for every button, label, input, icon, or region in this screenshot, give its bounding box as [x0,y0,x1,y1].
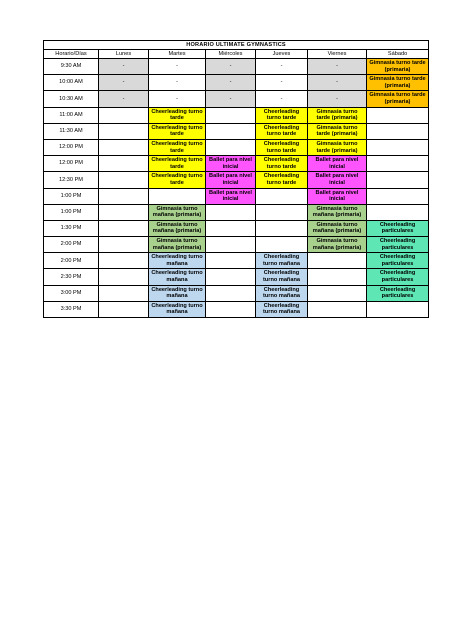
time-cell: 3:00 PM [44,285,99,301]
class-cell: - [256,91,308,107]
empty-cell [206,253,256,269]
empty-cell [206,269,256,285]
class-cell: - [308,75,367,91]
class-cell: Gimnasia turno tarde (primaria) [308,123,367,139]
table-row [44,301,429,317]
class-cell: Cheerleading turno tarde [256,107,308,123]
empty-cell [367,123,429,139]
empty-cell [99,285,149,301]
class-cell: Cheerleading turno mañana [256,285,308,301]
empty-cell [256,188,308,204]
class-cell: Gimnasia turno tarde (primaria) [367,91,429,107]
time-cell: 12:00 PM [44,139,99,155]
empty-cell [367,204,429,220]
class-cell: Cheerleading turno tarde [256,172,308,188]
empty-cell [206,285,256,301]
empty-cell [99,188,149,204]
class-cell: Cheerleading turno tarde [149,123,206,139]
empty-cell [99,107,149,123]
class-cell: Gimnasia turno mañana (primaria) [308,220,367,236]
empty-cell [99,237,149,253]
class-cell: - [256,59,308,75]
class-cell: Cheerleading turno tarde [256,156,308,172]
empty-cell [206,107,256,123]
class-cell: Gimnasia turno mañana (primaria) [149,220,206,236]
class-cell: - [308,91,367,107]
table-row [44,91,429,107]
class-cell: Ballet para nivel inicial [308,156,367,172]
empty-cell [206,301,256,317]
empty-cell [206,204,256,220]
empty-cell [149,188,206,204]
time-cell: 12:30 PM [44,172,99,188]
time-cell: 1:00 PM [44,204,99,220]
class-cell: - [149,75,206,91]
class-cell: - [99,91,149,107]
class-cell: Cheerleading turno tarde [149,139,206,155]
time-cell: 10:00 AM [44,75,99,91]
schedule-body [44,59,429,318]
class-cell: Cheerleading turno tarde [149,156,206,172]
table-row [44,237,429,253]
empty-cell [99,156,149,172]
empty-cell [308,285,367,301]
time-cell: 11:30 AM [44,123,99,139]
table-row [44,59,429,75]
class-cell: - [256,75,308,91]
table-row [44,156,429,172]
class-cell: Ballet para nivel inicial [206,156,256,172]
schedule-title: HORARIO ULTIMATE GYMNASTICS [44,41,429,50]
column-header: Horario/Días [44,50,99,59]
time-cell: 10:30 AM [44,91,99,107]
empty-cell [308,301,367,317]
empty-cell [256,204,308,220]
empty-cell [206,220,256,236]
class-cell: Ballet para nivel inicial [206,172,256,188]
class-cell: Cheerleading turno mañana [149,269,206,285]
column-header: Miércoles [206,50,256,59]
empty-cell [99,172,149,188]
class-cell: Ballet para nivel inicial [308,188,367,204]
class-cell: Cheerleading turno tarde [256,123,308,139]
class-cell: Gimnasia turno mañana (primaria) [149,204,206,220]
time-cell: 3:30 PM [44,301,99,317]
empty-cell [99,301,149,317]
class-cell: Gimnasia turno tarde (primaria) [308,107,367,123]
time-cell: 1:30 PM [44,220,99,236]
schedule-table [43,40,429,318]
class-cell: Cheerleading particulares [367,269,429,285]
table-row [44,253,429,269]
class-cell: Cheerleading turno mañana [256,253,308,269]
class-cell: Cheerleading turno mañana [149,285,206,301]
header-row [44,50,429,59]
class-cell: Gimnasia turno mañana (primaria) [308,237,367,253]
time-cell: 2:00 PM [44,237,99,253]
table-row [44,269,429,285]
class-cell: Ballet para nivel inicial [206,188,256,204]
class-cell: Cheerleading turno tarde [149,172,206,188]
table-row [44,172,429,188]
empty-cell [99,253,149,269]
table-row [44,285,429,301]
empty-cell [367,139,429,155]
empty-cell [206,123,256,139]
column-header: Lunes [99,50,149,59]
time-cell: 9:30 AM [44,59,99,75]
empty-cell [367,172,429,188]
table-row [44,139,429,155]
empty-cell [206,237,256,253]
empty-cell [367,188,429,204]
time-cell: 12:00 PM [44,156,99,172]
class-cell: Cheerleading particulares [367,220,429,236]
empty-cell [256,237,308,253]
empty-cell [99,123,149,139]
class-cell: - [206,59,256,75]
title-row [44,41,429,50]
empty-cell [99,269,149,285]
empty-cell [308,253,367,269]
empty-cell [99,204,149,220]
class-cell: - [149,91,206,107]
class-cell: - [149,59,206,75]
time-cell: 1:00 PM [44,188,99,204]
class-cell: Cheerleading turno mañana [256,301,308,317]
time-cell: 11:00 AM [44,107,99,123]
class-cell: Cheerleading particulares [367,237,429,253]
class-cell: Cheerleading particulares [367,253,429,269]
table-row [44,123,429,139]
column-header: Sábado [367,50,429,59]
column-header: Martes [149,50,206,59]
class-cell: Cheerleading turno mañana [256,269,308,285]
empty-cell [308,269,367,285]
time-cell: 2:30 PM [44,269,99,285]
time-cell: 2:00 PM [44,253,99,269]
class-cell: Gimnasia turno tarde (primaria) [367,59,429,75]
class-cell: Cheerleading turno mañana [149,253,206,269]
class-cell: Gimnasia turno mañana (primaria) [308,204,367,220]
class-cell: Gimnasia turno tarde (primaria) [367,75,429,91]
class-cell: Cheerleading turno tarde [256,139,308,155]
empty-cell [367,156,429,172]
empty-cell [367,301,429,317]
class-cell: Cheerleading turno tarde [149,107,206,123]
table-row [44,107,429,123]
class-cell: - [206,75,256,91]
table-row [44,75,429,91]
empty-cell [256,220,308,236]
class-cell: Gimnasia turno mañana (primaria) [149,237,206,253]
class-cell: Cheerleading turno mañana [149,301,206,317]
class-cell: Cheerleading particulares [367,285,429,301]
class-cell: - [99,75,149,91]
class-cell: - [206,91,256,107]
class-cell: Gimnasia turno tarde (primaria) [308,139,367,155]
column-header: Viernes [308,50,367,59]
table-row [44,188,429,204]
column-header: Jueves [256,50,308,59]
empty-cell [99,220,149,236]
empty-cell [206,139,256,155]
empty-cell [99,139,149,155]
class-cell: - [308,59,367,75]
empty-cell [367,107,429,123]
table-row [44,220,429,236]
class-cell: - [99,59,149,75]
table-row [44,204,429,220]
class-cell: Ballet para nivel inicial [308,172,367,188]
